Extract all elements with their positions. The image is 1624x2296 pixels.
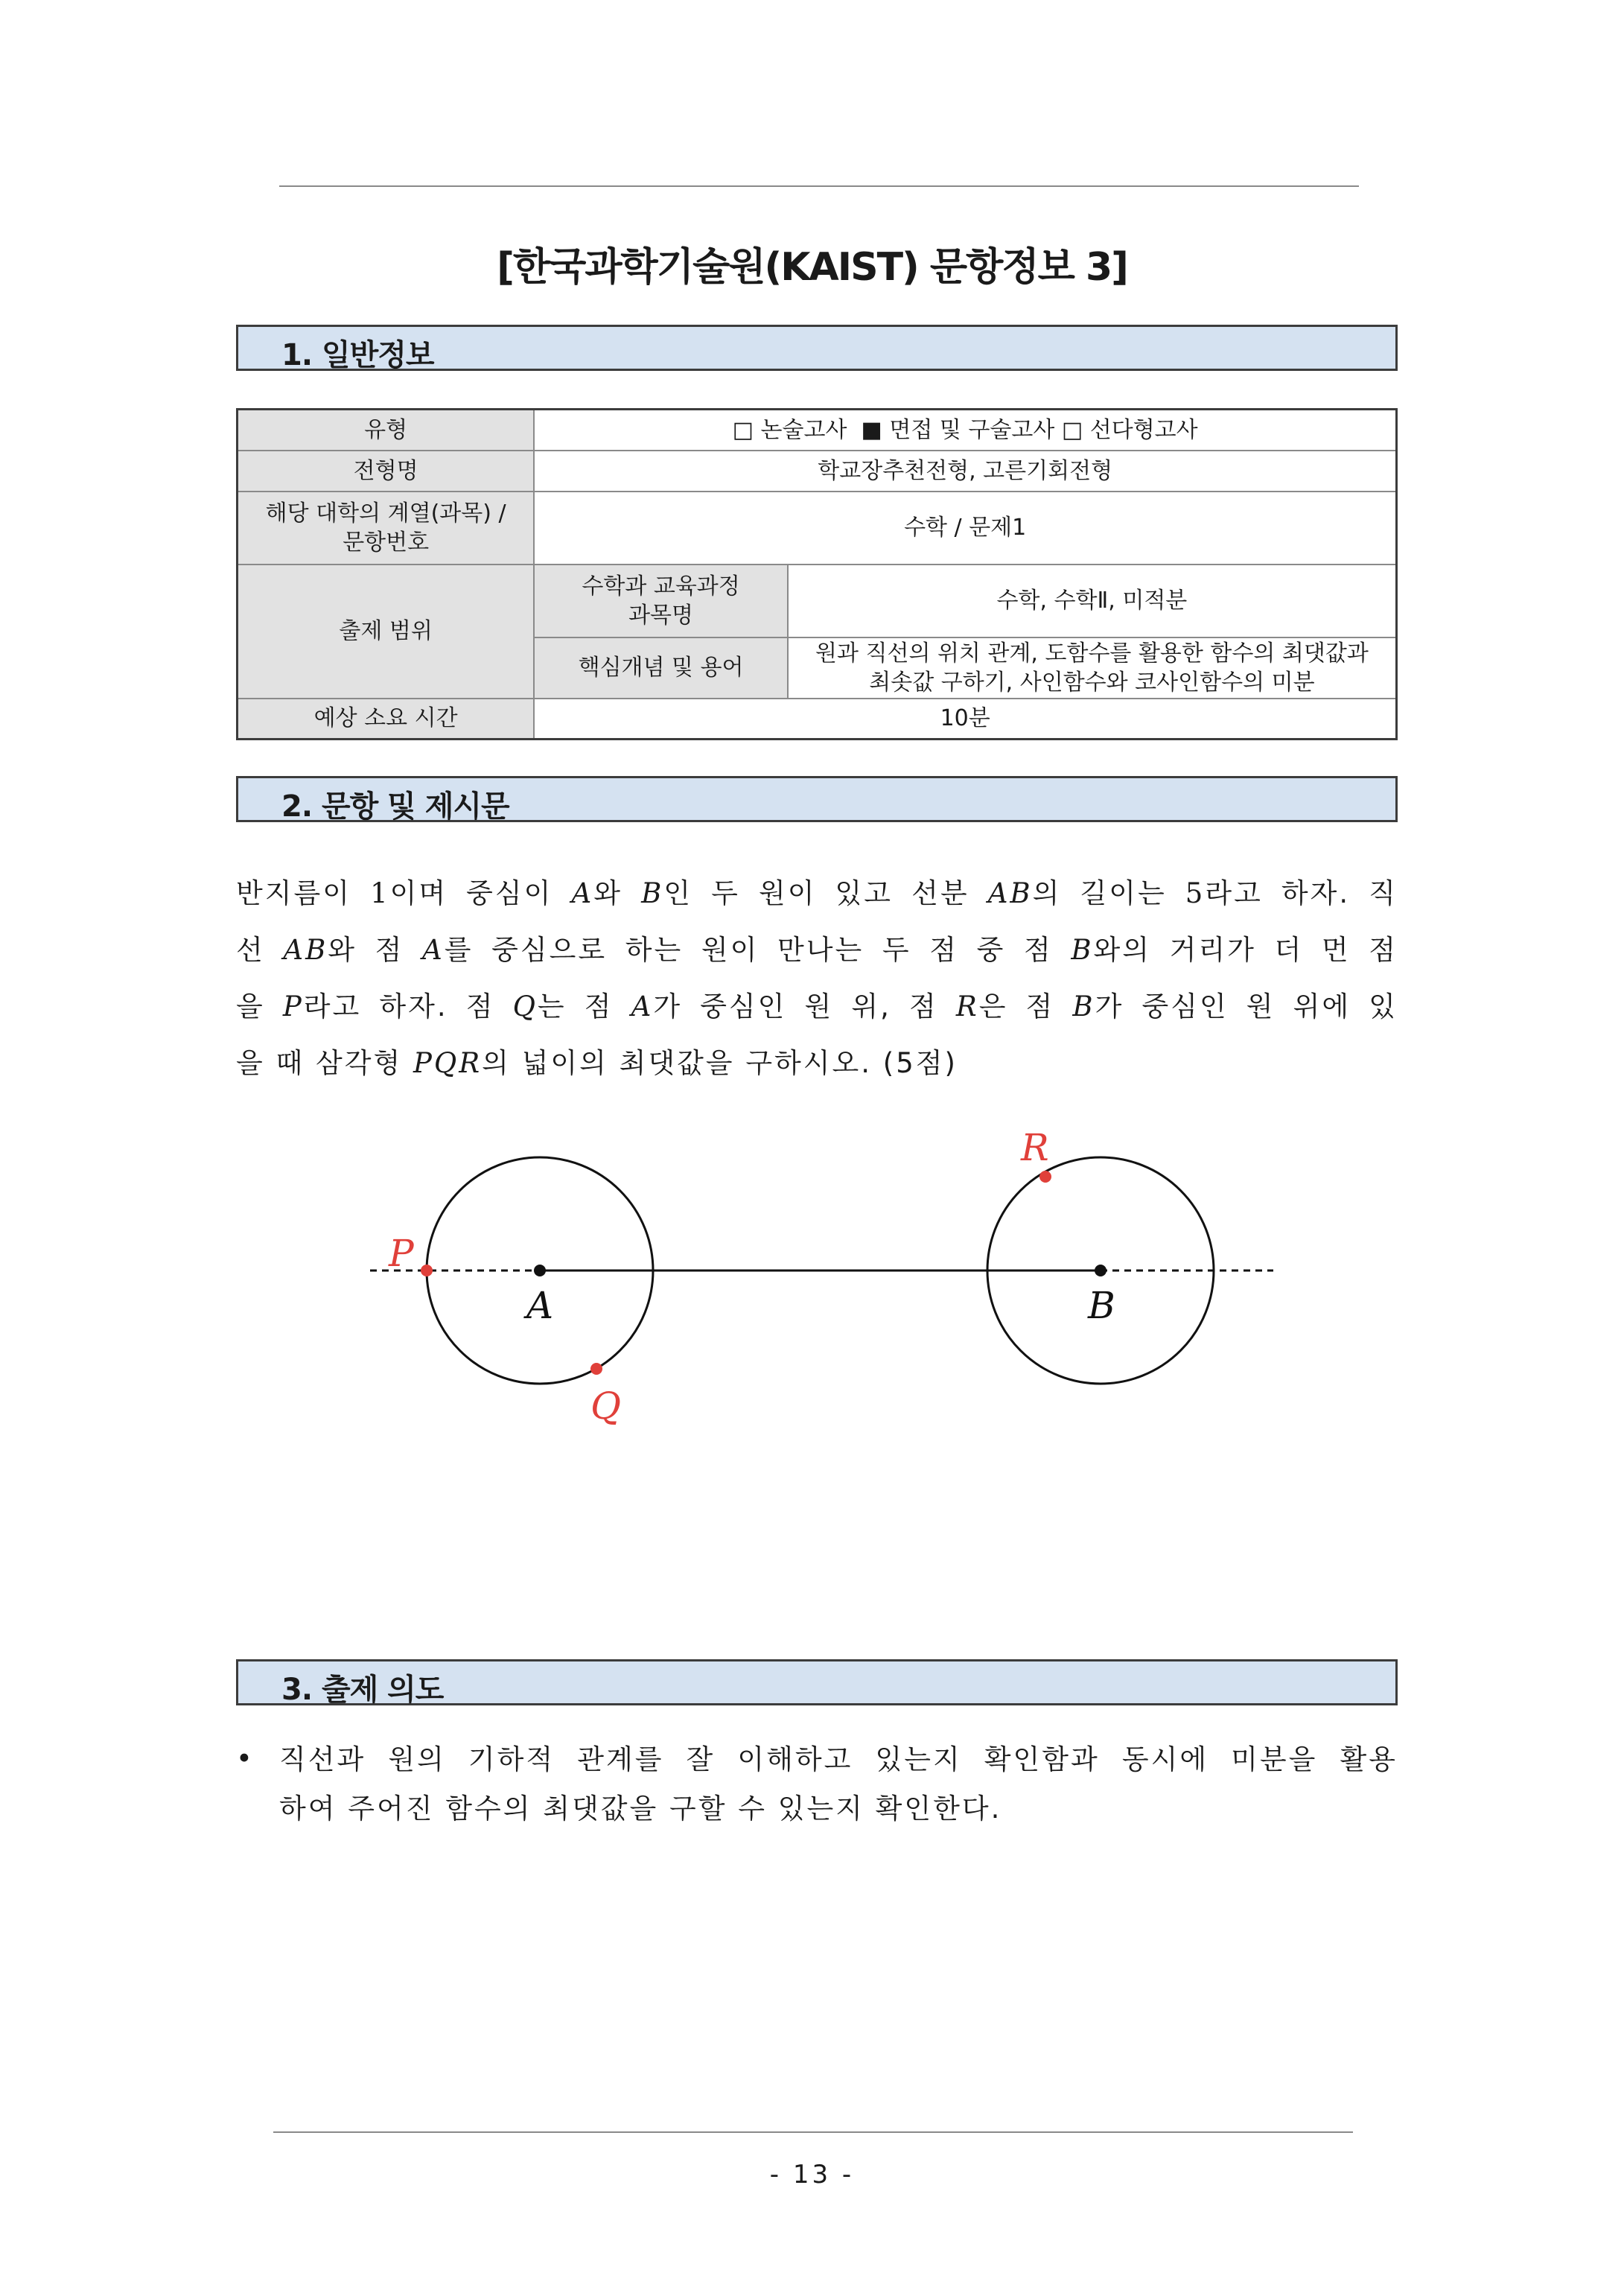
curriculum-label-line: 수학과 교육과정	[582, 573, 740, 600]
label-b: B	[1088, 1284, 1115, 1327]
text: 와	[593, 877, 642, 909]
text: 가 중심인 원 위, 점	[653, 990, 956, 1023]
concept-value-line: 최솟값 구하기, 사인함수와 코사인함수의 미분	[869, 669, 1315, 696]
math-var: Q	[512, 990, 538, 1023]
text: 을	[236, 990, 283, 1023]
math-var: PQR	[413, 1047, 483, 1079]
scope-label: 출제 범위	[238, 565, 535, 699]
dept-value: 수학 / 문제1	[534, 492, 1396, 565]
text: 라고 하자. 점	[303, 990, 513, 1023]
label-r: R	[1021, 1126, 1049, 1169]
curriculum-value: 수학, 수학Ⅱ, 미적분	[788, 565, 1397, 637]
admission-value: 학교장추천전형, 고른기회전형	[534, 451, 1396, 492]
section-intent-bar	[236, 1659, 1398, 1705]
math-var: B	[1071, 934, 1094, 966]
math-var: R	[955, 990, 979, 1023]
math-var: AB	[987, 877, 1033, 909]
section-heading: 3. 출제 의도	[281, 1673, 444, 1707]
math-var: P	[282, 990, 304, 1023]
text: 와 점	[328, 934, 423, 966]
text: 인 두 원이 있고 선분	[663, 877, 988, 909]
time-label: 예상 소요 시간	[238, 699, 535, 740]
type-value: □ 논술고사 ■ 면접 및 구술고사 □ 선다형고사	[534, 410, 1396, 451]
dept-label-line: 문항번호	[343, 529, 430, 556]
text: 가 중심인 원 위에 있	[1095, 990, 1398, 1023]
text: 를 중심으로 하는 원이 만나는 두 점 중 점	[444, 934, 1071, 966]
time-value: 10분	[534, 699, 1396, 740]
math-var: B	[1072, 990, 1095, 1023]
point-p	[421, 1265, 433, 1276]
bullet-marker: •	[236, 1743, 252, 1775]
math-var: AB	[283, 934, 328, 966]
label-p: P	[389, 1232, 414, 1275]
label-a: A	[526, 1284, 554, 1327]
label-q: Q	[590, 1384, 621, 1428]
math-var: B	[641, 877, 664, 909]
text: 와의 거리가 더 먼 점	[1093, 934, 1398, 966]
section-heading: 2. 문항 및 제시문	[281, 789, 509, 824]
math-var: A	[422, 934, 445, 966]
center-a-point	[534, 1265, 546, 1276]
math-var: A	[571, 877, 594, 909]
math-number: 5	[1185, 877, 1206, 909]
text: 선	[236, 934, 284, 966]
text: 은 점	[978, 990, 1073, 1023]
text: 을 때 삼각형	[236, 1047, 413, 1079]
text: 이며 중심이	[389, 877, 572, 909]
math-var: A	[631, 990, 654, 1023]
page-title: [한국과학기술원(KAIST) 문항정보 3]	[497, 245, 1127, 290]
point-r	[1039, 1171, 1051, 1183]
section-heading: 1. 일반정보	[281, 338, 434, 372]
intent-line-1: 직선과 원의 기하적 관계를 잘 이해하고 있는지 확인함과 동시에 미분을 활용	[279, 1743, 1398, 1775]
center-b-point	[1095, 1265, 1106, 1276]
concept-label: 핵심개념 및 용어	[534, 637, 788, 699]
page-number: - 13 -	[769, 2160, 855, 2190]
intent-line-2: 하여 주어진 함수의 최댓값을 구할 수 있는지 확인한다.	[279, 1793, 1002, 1825]
text: 라고 하자. 직	[1205, 877, 1398, 909]
bottom-rule	[273, 2131, 1353, 2133]
math-number: 1	[370, 877, 390, 909]
type-label: 유형	[238, 410, 535, 451]
text: 반지름이	[236, 877, 371, 909]
curriculum-label-line: 과목명	[628, 602, 694, 629]
text: 는 점	[537, 990, 631, 1023]
dept-label-line: 해당 대학의 계열(과목) /	[265, 500, 506, 527]
admission-label: 전형명	[238, 451, 535, 492]
concept-value-line: 원과 직선의 위치 관계, 도함수를 활용한 함수의 최댓값과	[815, 640, 1369, 667]
text: 의 넓이의 최댓값을 구하시오. (5점)	[482, 1047, 958, 1079]
point-q	[590, 1363, 602, 1375]
text: 의 길이는	[1032, 877, 1185, 909]
